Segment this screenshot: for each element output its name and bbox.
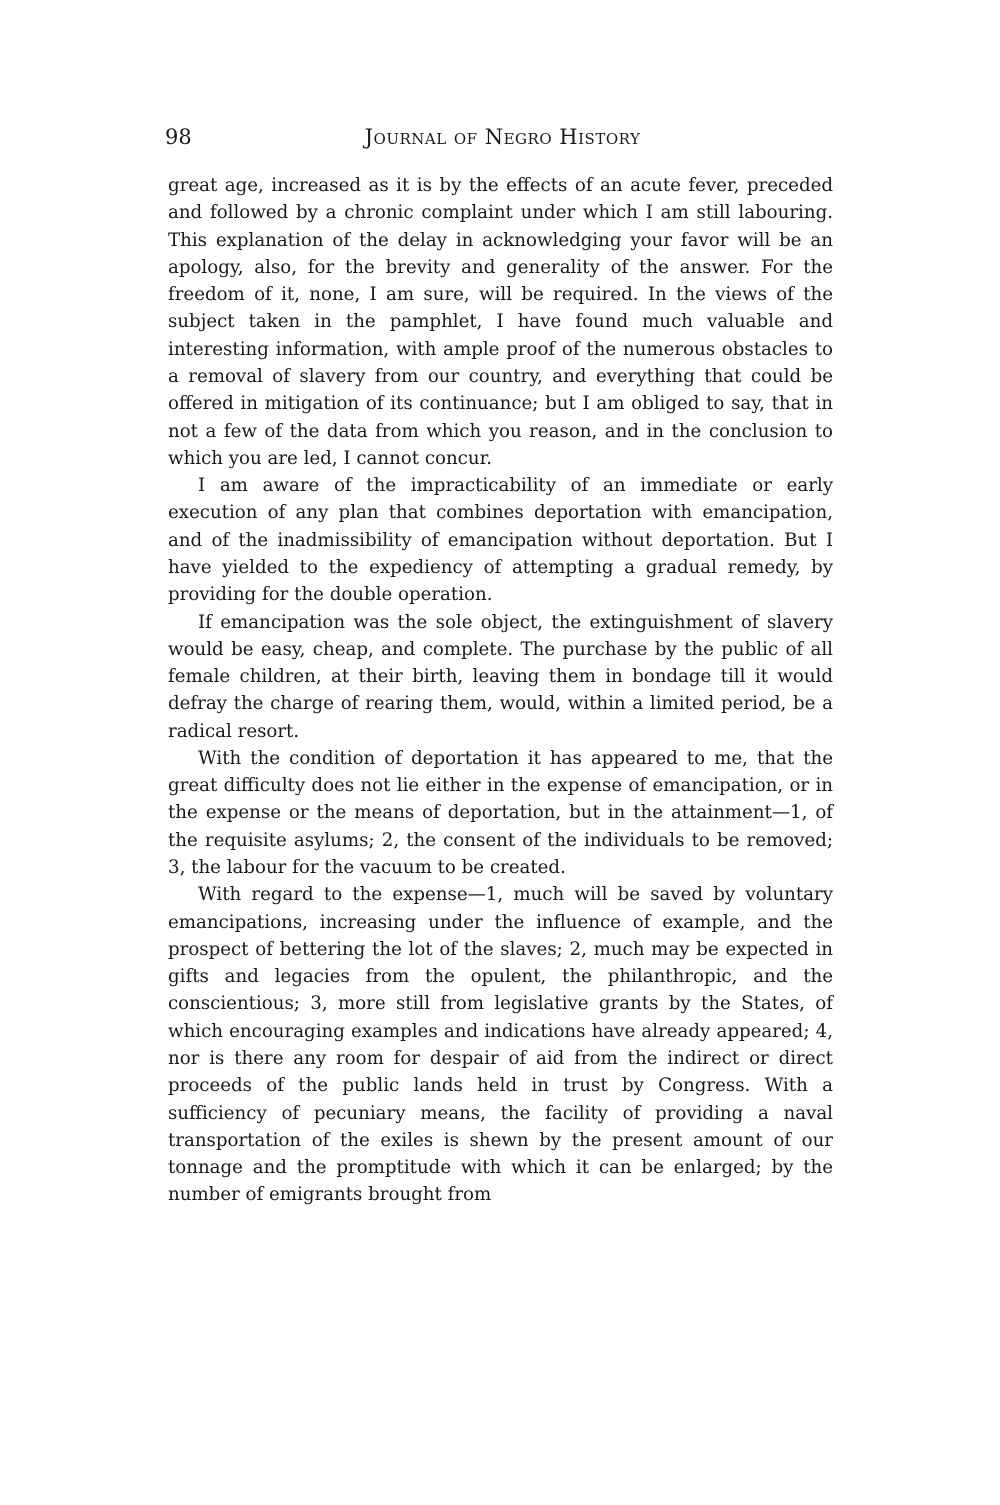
paragraph-continuation: great age, increased as it is by the effects of an acute fever, preceded and followed by a chronic complaint under which I am still labouring. This explanation of the delay in acknowledging your favor will be an apology, also, for the brevity and generality of the answer. For the freedom of it, none, I am sure, will be required. In the views of the subject taken in the pamphlet, I have found much valuable and interesting information, with ample proof of the numerous obstacles to a removal of slavery from our country, and everything that could be offered in mitigation of its continuance; but I am obliged to say, that in not a few of the data from which you reason, and in the conclusion to which you are led, I cannot concur.: [168, 175, 833, 469]
paragraph-condition-of-deportation: With the condition of deportation it has appeared to me, that the great difficulty does not lie either in the expense of emancipation, or in the expense or the means of deportation, but in the attainment—1, of the requisite asylums; 2, the consent of the individuals to be removed; 3, the labour for the vacuum to be created.: [168, 747, 833, 879]
paragraph-deportation-emancipation: I am aware of the impracticability of an immediate or early execution of any plan that combines deportation with emancipation, and of the inadmissibility of emancipation without deportation. But I have yielded to the expediency of attempting a gradual remedy, by providing for the double operation.: [168, 475, 833, 606]
paragraph-regard-to-expense: With regard to the expense—1, much will be saved by voluntary emancipations, increasing under the influence of example, and the prospect of bettering the lot of the slaves; 2, much may be expected in gifts and legacies from the opulent, the philanthropic, and the conscientious; 3, more still from legislative grants by the States, of which encouraging examples and indications have already appeared; 4, nor is there any room for despair of aid from the indirect or direct proceeds of the public lands held in trust by Congress. With a sufficiency of pecuniary means, the facility of providing a naval transportation of the exiles is shewn by the present amount of our tonnage and the promptitude with which it can be enlarged; by the number of emigrants brought from: [168, 884, 833, 1206]
page-header: [165, 120, 840, 154]
body-text: [168, 172, 833, 1209]
running-title: Journal of Negro History: [364, 125, 641, 149]
page-number: 98: [165, 125, 192, 149]
paragraph-sole-object: If emancipation was the sole object, the extinguishment of slavery would be easy, cheap, and complete. The purchase by the public of all female children, at their birth, leaving them in bondage till it would defray the charge of rearing them, would, within a limited period, be a radical resort.: [168, 611, 833, 742]
